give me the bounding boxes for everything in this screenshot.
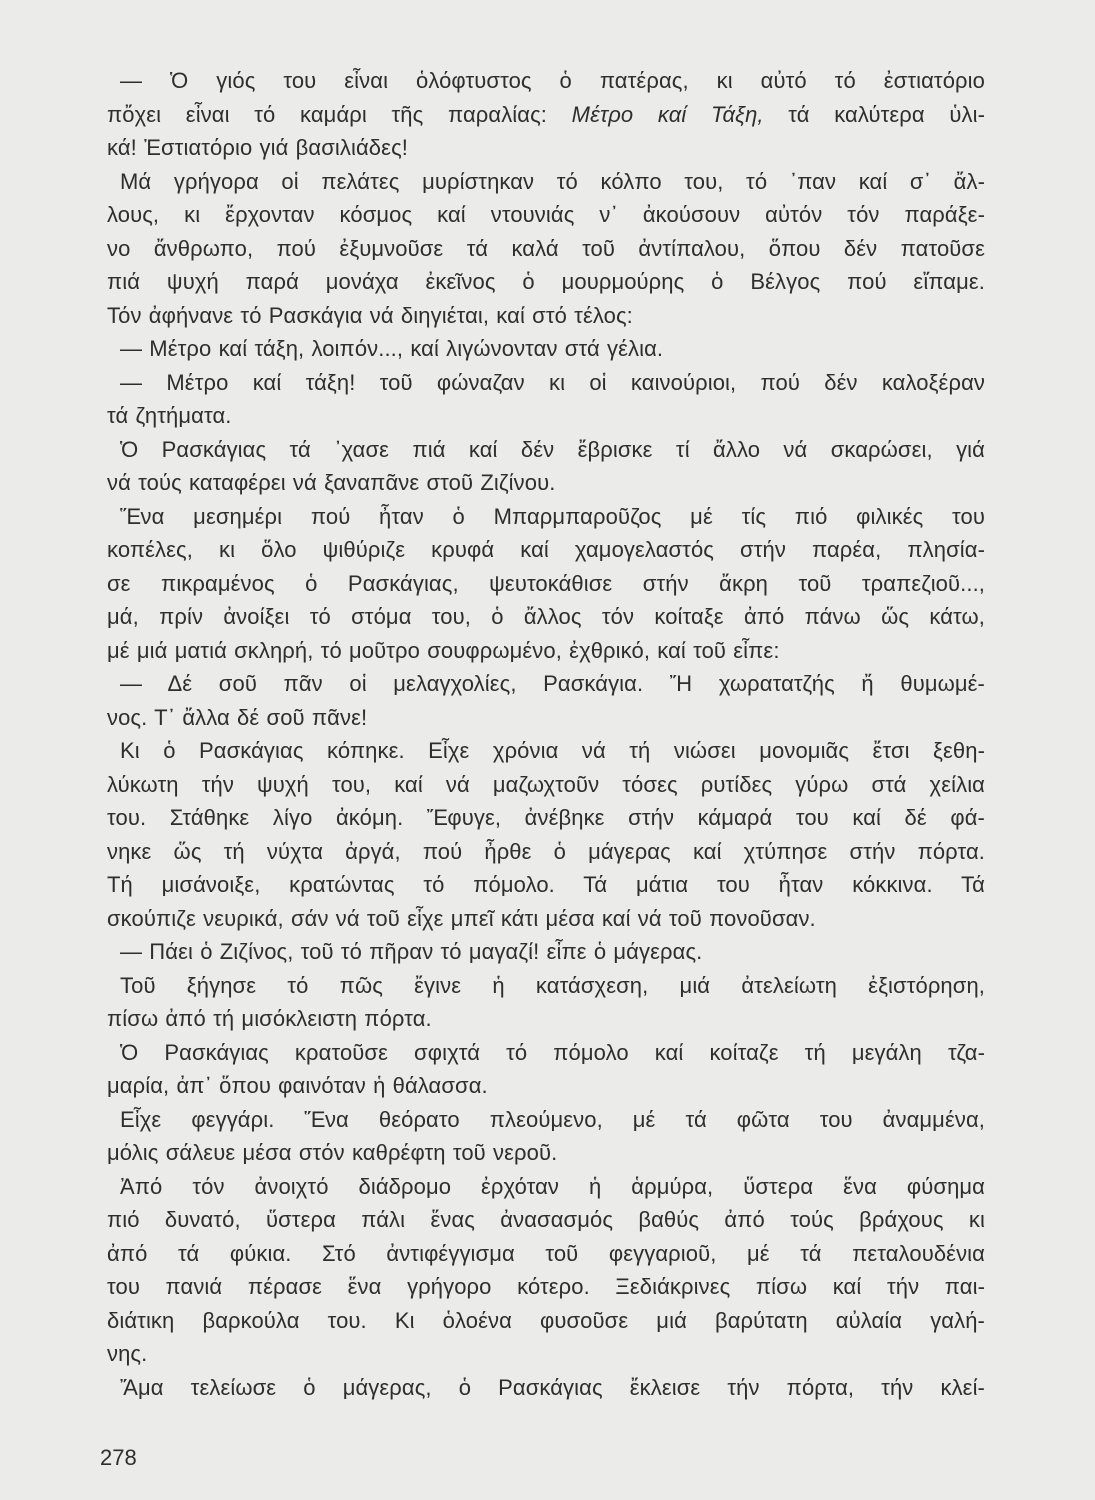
text-line: — Μέτρο καί τάξη! τοῦ φώναζαν κι οἱ καινούριοι, πού δέν καλοξέραν: [120, 369, 985, 395]
text-line: του πανιά πέρασε ἕνα γρήγορο κότερο. Ξεδιάκρινες πίσω καί τήν παι-: [107, 1274, 985, 1299]
text-line: πιά ψυχή παρά μονάχα ἐκεῖνος ὁ μουρμούρης ὁ Βέλγος πού εἴπαμε.: [107, 269, 985, 294]
paragraph: [107, 500, 985, 668]
text-line: πίσω ἀπό τή μισόκλειστη πόρτα.: [107, 1006, 432, 1031]
text-line: μά, πρίν ἀνοίξει τό στόμα του, ὁ ἄλλος τόν κοίταξε ἀπό πάνω ὥς κάτω,: [107, 604, 985, 629]
text-segment: πὄχει εἶναι τό καμάρι τῆς παραλίας:: [107, 101, 572, 127]
book-page-text: [107, 64, 985, 1404]
text-line: πιό δυνατό, ὕστερα πάλι ἕνας ἀνασασμός βαθύς ἀπό τούς βράχους κι: [107, 1207, 985, 1232]
paragraph: [107, 935, 985, 969]
text-line: νος. Τ᾽ ἄλλα δέ σοῦ πᾶνε!: [107, 704, 368, 730]
paragraph: [107, 734, 985, 935]
italic-text: Μέτρο καί Τάξη,: [571, 101, 764, 127]
text-line: λύκωτη τήν ψυχή του, καί νά μαζωχτοῦν τόσες ρυτίδες γύρω στά χείλια: [107, 771, 985, 797]
text-line: Μά γρήγορα οἱ πελάτες μυρίστηκαν τό κόλπο του, τό ᾽παν καί σ᾽ ἄλ-: [120, 168, 985, 194]
text-line: — Πάει ὁ Ζιζίνος, τοῦ τό πῆραν τό μαγαζί! εἶπε ὁ μάγερας.: [120, 939, 703, 964]
text-line: Κι ὁ Ρασκάγιας κόπηκε. Εἶχε χρόνια νά τή νιώσει μονομιᾶς ἔτσι ξεθη-: [120, 738, 985, 763]
text-line: σε πικραμένος ὁ Ρασκάγιας, ψευτοκάθισε στήν ἄκρη τοῦ τραπεζιοῦ...,: [107, 570, 985, 596]
text-line: νης.: [107, 1341, 148, 1366]
paragraph: [107, 165, 985, 333]
text-line: Τόν ἀφήνανε τό Ρασκάγια νά διηγιέται, καί στό τέλος:: [107, 302, 633, 328]
text-line: μέ μιά ματιά σκληρή, τό μοῦτρο σουφρωμένο, ἐχθρικό, καί τοῦ εἶπε:: [107, 637, 780, 663]
text-line: νά τούς καταφέρει νά ξαναπᾶνε στοῦ Ζιζίνου.: [107, 470, 556, 495]
paragraph: [107, 969, 985, 1036]
text-line: — Δέ σοῦ πᾶν οἱ μελαγχολίες, Ρασκάγια. Ἤ χωρατατζής ἤ θυμωμέ-: [120, 671, 985, 696]
text-line: τά ζητήματα.: [107, 403, 232, 428]
text-line: — Ὁ γιός του εἶναι ὁλόφτυστος ὁ πατέρας, κι αὐτό τό ἐστιατόριο: [120, 68, 985, 93]
paragraph: [107, 1371, 985, 1405]
paragraph: [107, 1036, 985, 1103]
text-segment: τά καλύτερα ὑλι-: [763, 101, 986, 127]
page-number: 278: [100, 1445, 137, 1470]
text-line: Ὁ Ρασκάγιας τά ᾽χασε πιά καί δέν ἔβρισκε τί ἄλλο νά σκαρώσει, γιά: [120, 436, 985, 462]
text-line: νο ἄνθρωπο, πού ἐξυμνοῦσε τά καλά τοῦ ἀντίπαλου, ὅπου δέν πατοῦσε: [107, 235, 985, 261]
text-line: Τή μισάνοιξε, κρατώντας τό πόμολο. Τά μάτια του ἦταν κόκκινα. Τά: [107, 872, 985, 897]
text-line: ἀπό τά φύκια. Στό ἀντιφέγγισμα τοῦ φεγγαριοῦ, μέ τά πεταλουδένια: [107, 1240, 985, 1266]
text-line: μαρία, ἀπ᾽ ὅπου φαινόταν ἡ θάλασσα.: [107, 1073, 488, 1098]
text-line: Ὁ Ρασκάγιας κρατοῦσε σφιχτά τό πόμολο καί κοίταζε τή μεγάλη τζα-: [120, 1039, 985, 1065]
text-line: νηκε ὥς τή νύχτα ἀργά, πού ἦρθε ὁ μάγερας καί χτύπησε στήν πόρτα.: [107, 838, 985, 864]
paragraph: [107, 433, 985, 500]
text-line: λους, κι ἔρχονταν κόσμος καί ντουνιάς ν᾽ ἀκούσουν αὐτόν τόν παράξε-: [107, 202, 985, 227]
paragraph: [107, 366, 985, 433]
paragraph: [107, 64, 985, 165]
text-line: Τοῦ ξήγησε τό πῶς ἔγινε ἡ κατάσχεση, μιά ἀτελείωτη ἐξιστόρηση,: [120, 972, 985, 998]
text-line: — Μέτρο καί τάξη, λοιπόν..., καί λιγώνονταν στά γέλια.: [120, 336, 664, 361]
paragraph: [107, 332, 985, 366]
paragraph: [107, 667, 985, 734]
text-line: του. Στάθηκε λίγο ἀκόμη. Ἔφυγε, ἀνέβηκε στήν κάμαρά του καί δέ φά-: [107, 805, 985, 830]
text-line: κά! Ἐστιατόριο γιά βασιλιάδες!: [107, 135, 408, 160]
text-line: Εἶχε φεγγάρι. Ἕνα θεόρατο πλεούμενο, μέ τά φῶτα του ἀναμμένα,: [120, 1106, 985, 1132]
text-line: διάτικη βαρκούλα του. Κι ὁλοένα φυσοῦσε μιά βαρύτατη αὐλαία γαλή-: [107, 1307, 985, 1333]
text-line: σκούπιζε νευρικά, σάν νά τοῦ εἶχε μπεῖ κάτι μέσα καί νά τοῦ πονοῦσαν.: [107, 905, 816, 931]
paragraph: [107, 1103, 985, 1170]
paragraph: [107, 1170, 985, 1371]
text-line: κοπέλες, κι ὅλο ψιθύριζε κρυφά καί χαμογελαστός στήν παρέα, πλησία-: [107, 537, 985, 562]
text-line: μόλις σάλευε μέσα στόν καθρέφτη τοῦ νεροῦ.: [107, 1140, 558, 1165]
text-line: Ἕνα μεσημέρι πού ἦταν ὁ Μπαρμπαροῦζος μέ τίς πιό φιλικές του: [120, 503, 985, 529]
text-line: Ἄμα τελείωσε ὁ μάγερας, ὁ Ρασκάγιας ἔκλεισε τήν πόρτα, τήν κλεί-: [120, 1374, 985, 1400]
text-line: Ἀπό τόν ἀνοιχτό διάδρομο ἐρχόταν ἡ ἁρμύρα, ὕστερα ἕνα φύσημα: [120, 1173, 985, 1199]
text-line: [107, 98, 985, 132]
